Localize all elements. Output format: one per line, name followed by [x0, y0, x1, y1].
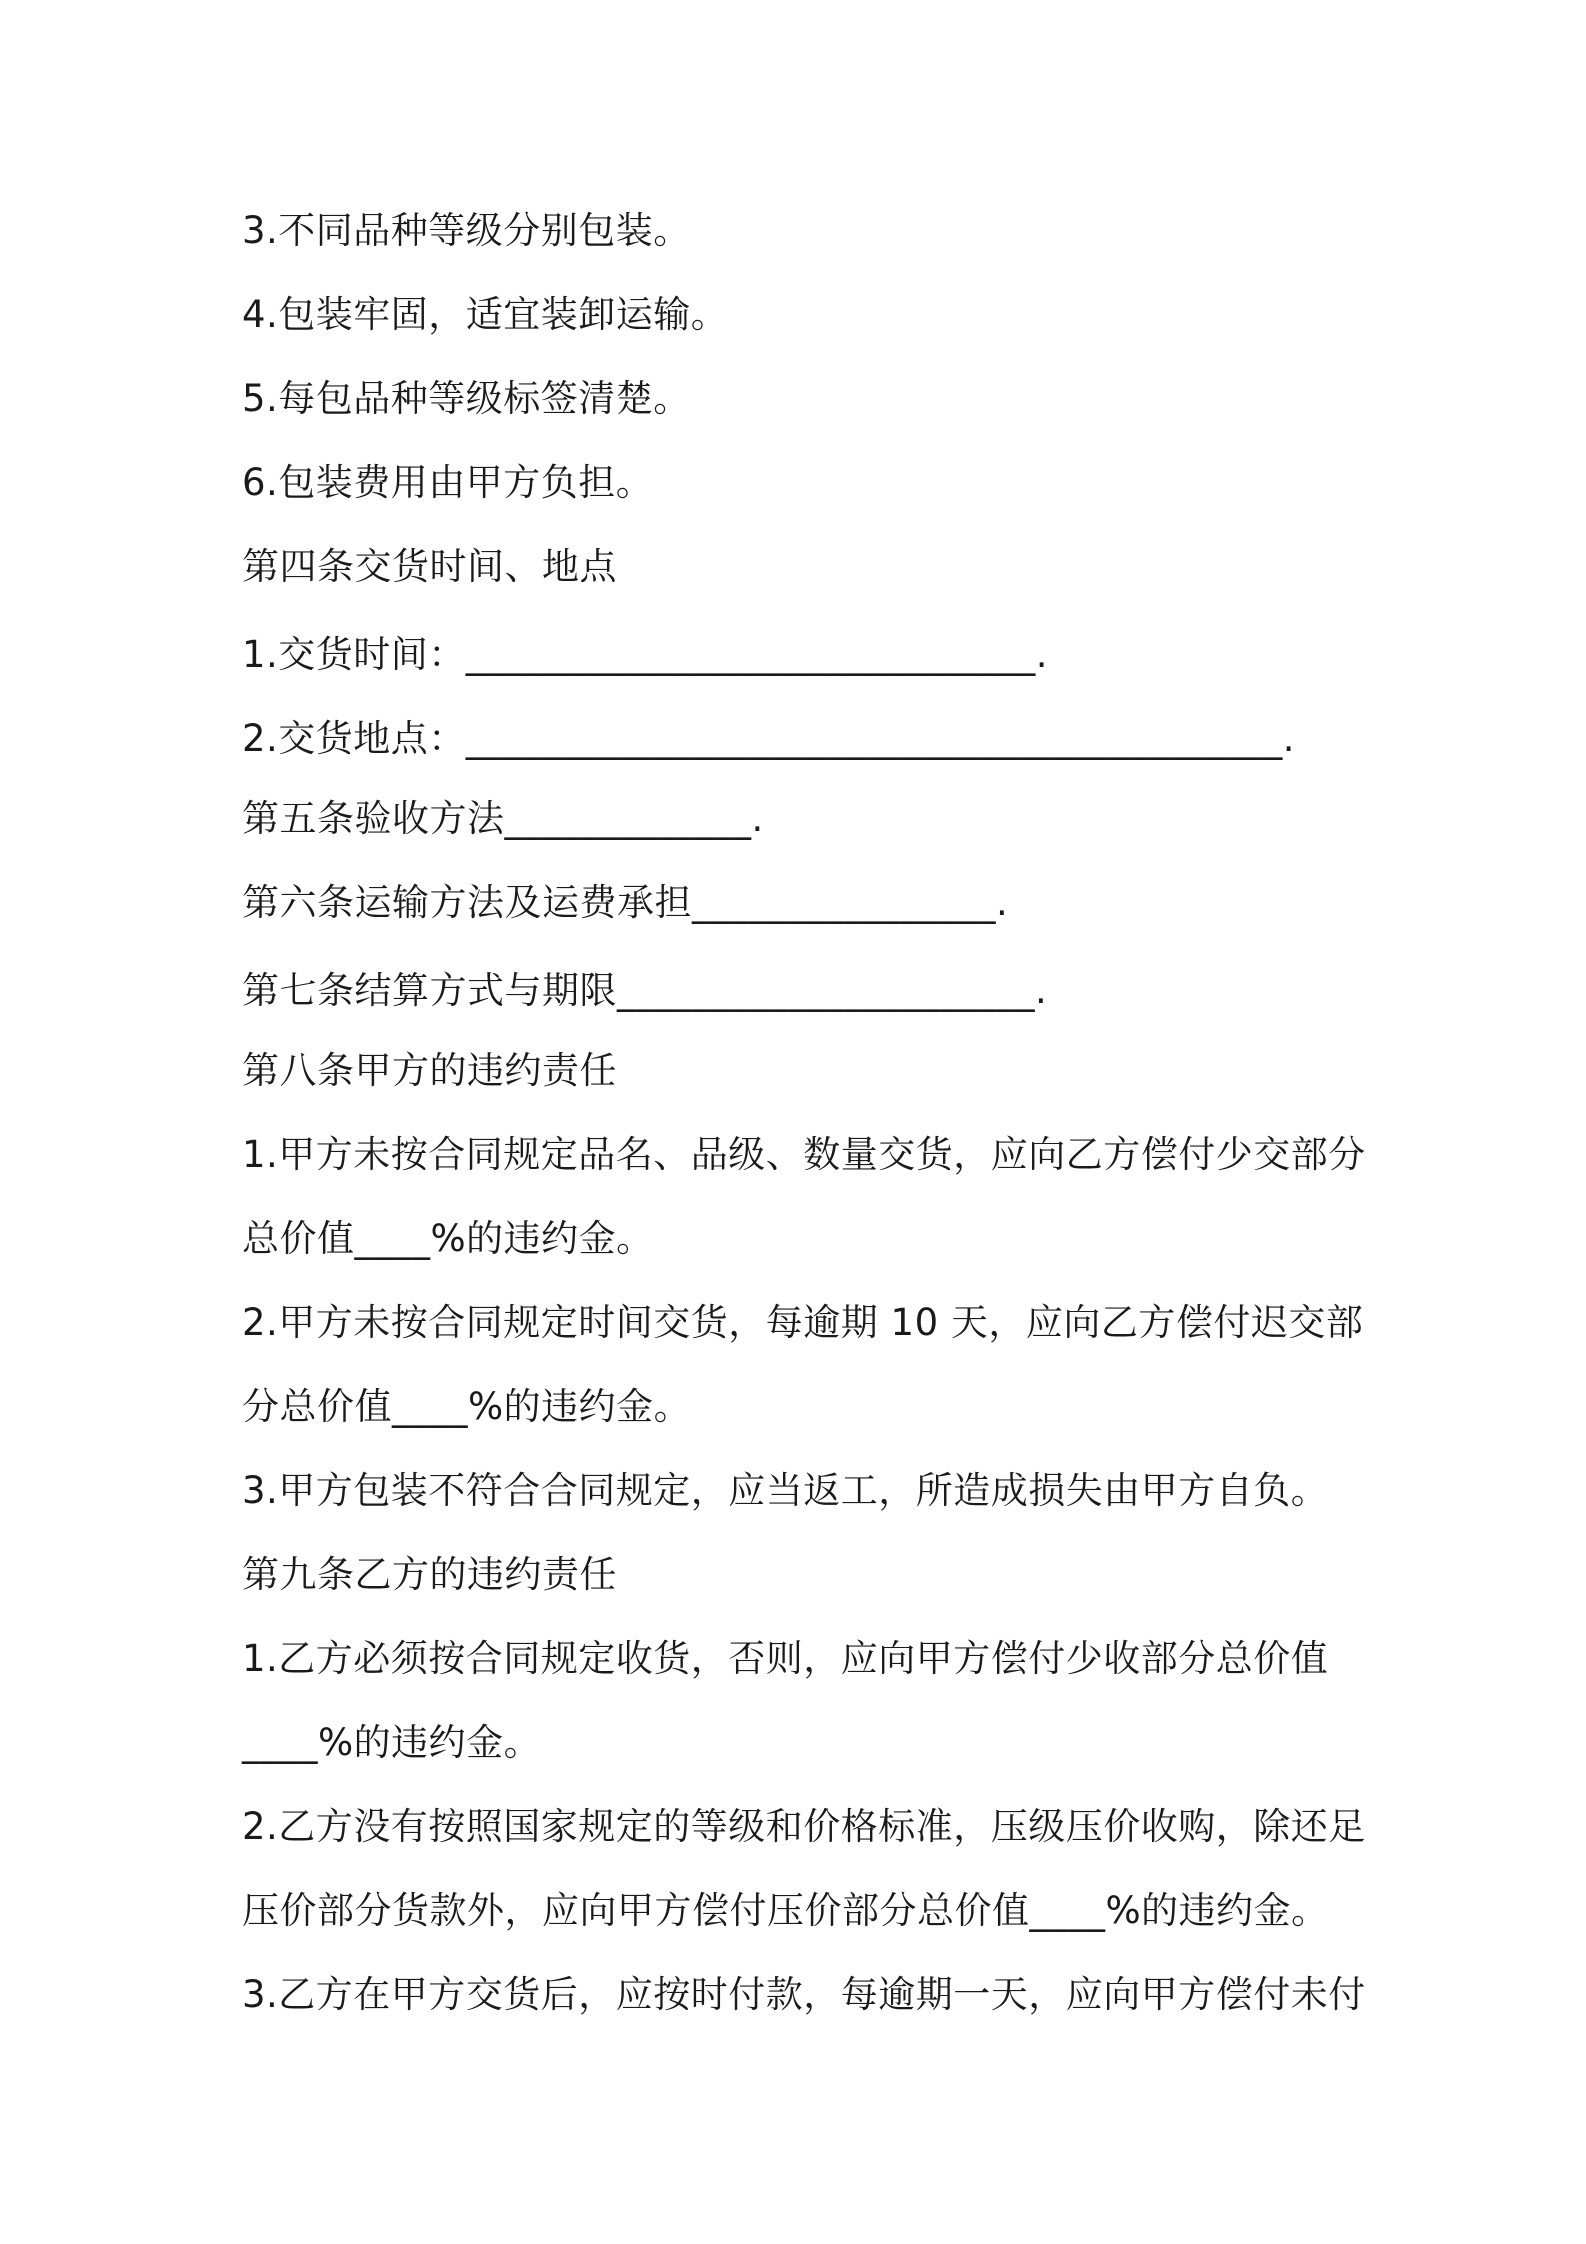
clause-5-line: 5.每包品种等级标签清楚。 — [242, 377, 691, 420]
article-4-heading: 第四条交货时间、地点 — [242, 545, 617, 588]
article-9-item-1-line-2: ____%的违约金。 — [242, 1721, 542, 1764]
delivery-location-line: 2.交货地点：___________________________________________. — [242, 717, 1296, 760]
article-8-item-1-line-2: 总价值____%的违约金。 — [242, 1217, 654, 1260]
article-9-heading: 第九条乙方的违约责任 — [242, 1553, 617, 1596]
article-9-item-1-line-1: 1.乙方必须按合同规定收货，否则，应向甲方偿付少收部分总价值 — [242, 1637, 1329, 1680]
article-7-line: 第七条结算方式与期限______________________. — [242, 969, 1048, 1012]
delivery-time-line: 1.交货时间：______________________________. — [242, 633, 1049, 676]
article-8-item-2-line-2: 分总价值____%的违约金。 — [242, 1385, 692, 1428]
article-6-line: 第六条运输方法及运费承担________________. — [242, 881, 1009, 924]
clause-3-line: 3.不同品种等级分别包装。 — [242, 209, 691, 252]
article-9-item-2-line-1: 2.乙方没有按照国家规定的等级和价格标准，压级压价收购，除还足 — [242, 1805, 1366, 1848]
clause-4-line: 4.包装牢固，适宜装卸运输。 — [242, 293, 729, 336]
article-8-item-3-line: 3.甲方包装不符合合同规定，应当返工，所造成损失由甲方自负。 — [242, 1469, 1329, 1512]
article-9-item-2-line-2: 压价部分货款外，应向甲方偿付压价部分总价值____%的违约金。 — [242, 1889, 1329, 1932]
article-8-heading: 第八条甲方的违约责任 — [242, 1049, 617, 1092]
article-8-item-1-line-1: 1.甲方未按合同规定品名、品级、数量交货，应向乙方偿付少交部分 — [242, 1133, 1366, 1176]
article-8-item-2-line-1: 2.甲方未按合同规定时间交货，每逾期 10 天，应向乙方偿付迟交部 — [242, 1301, 1364, 1344]
article-9-item-3-line-1: 3.乙方在甲方交货后，应按时付款，每逾期一天，应向甲方偿付未付 — [242, 1973, 1366, 2016]
clause-6-line: 6.包装费用由甲方负担。 — [242, 461, 654, 504]
article-5-line: 第五条验收方法_____________. — [242, 797, 764, 840]
